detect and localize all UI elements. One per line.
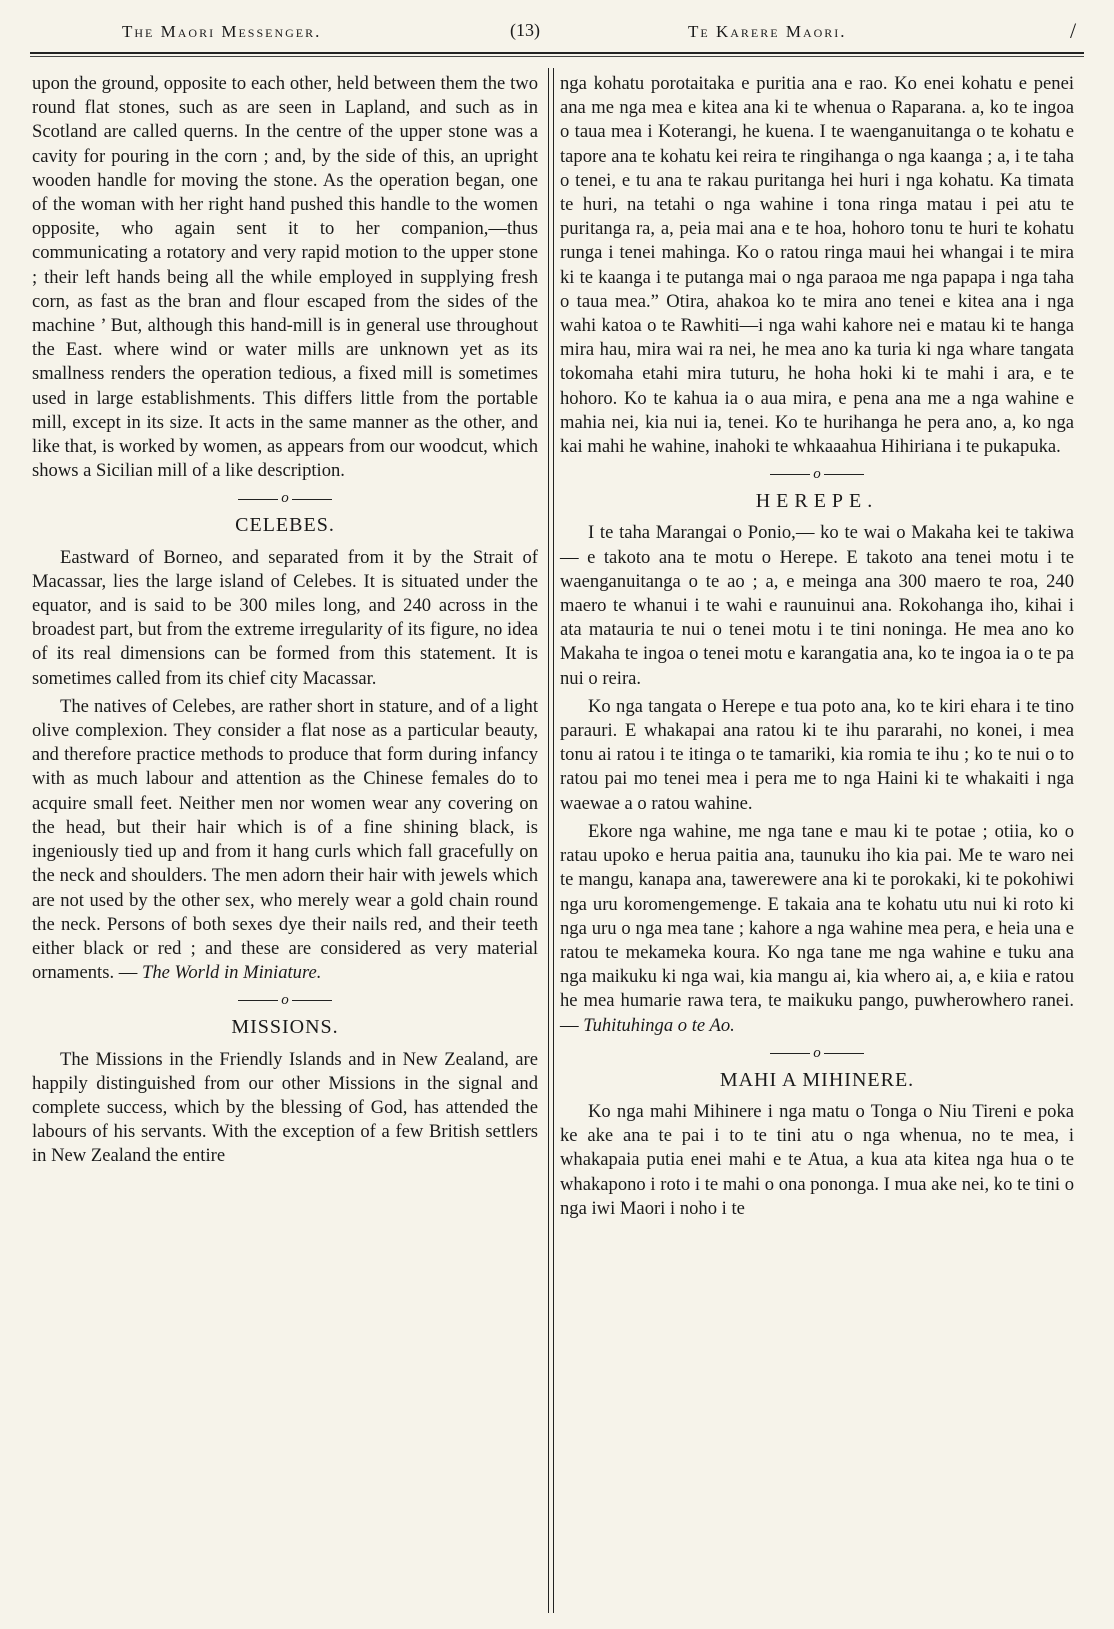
separator-mark: o (813, 1044, 821, 1061)
missions-paragraph: The Missions in the Friendly Islands and in New Zealand, are happily distinguished from our other Missions in the signal and complete success, which by the blessing of God, has attended the labours of his servants. With the exception of a few British settlers in New Zealand the entire (32, 1048, 538, 1167)
missions-heading: MISSIONS. (231, 1016, 339, 1039)
herepe-heading: HEREPE. (755, 490, 879, 513)
separator-rule (770, 1053, 810, 1054)
english-column (32, 72, 538, 1169)
celebes-paragraph: Eastward of Borneo, and separated from it by the Strait of Macassar, lies the large island of Celebes. It is situated under the equator, and is said to be 300 miles long, and 240 across in the broadest part, but from the extreme irregularity of its figure, no idea of its real dimensions can be formed from this statement. It is sometimes called from its chief city Macassar. (32, 546, 538, 689)
page-number: (13) (510, 20, 540, 40)
header-english-title: The Maori Messenger. (122, 22, 322, 41)
separator-mark: o (281, 490, 289, 507)
separator-rule (824, 474, 864, 475)
mahi-heading: MAHI A MIHINERE. (719, 1068, 915, 1091)
celebes-source: The World in Miniature. (142, 962, 322, 984)
mira-paragraph: nga kohatu porotaitaka e puritia ana e rao. Ko enei kohatu e penei ana me nga mea e kitea ana ki te whenua o Raparana. a, ko te ingoa o taua mea i Koterangi, he kuena. I te waenganuitanga o te kohatu e tapore ana te kohatu kei reira te ringihanga o nga kaanga ; a, i te taha o tenei, e tu ana te rakau puritanga hei huri i nga kohatu. Ka timata te huri, na tetahi o nga wahine i tona ringa matau i pei atu te puritanga ra, a, peia mai ana e te hoa, hohoro tonu te huri te kohatu runga i tenei mahinga. Ko o ratou ringa maui hei whangai i te mira ki te kaanga i te putanga mai o nga paraoa me nga papapa i nga taha o taua mea.” Otira, ahakoa ko te mira ano tenei e kitea ana i nga wahi katoa o te Rawhiti—i nga wahi kahore nei e matau ki te hanga mira hau, mira wai ra nei, he mea ano ka turia ki nga whare tangata tokomaha etahi mira tuturu, he hoha hoki ki te mahi i ara, e te hohoro. Ko te kahua ia o aua mira, e pena ana me a nga wahine e mahia nei, kia nui ia, tenei. Ko te hurihanga he pera ano, a, ko nga kai mahi he wahine, inahoki te whkaaahua Hihiriana i te pukapuka. (560, 73, 1074, 458)
separator-rule (238, 1000, 278, 1001)
corner-mark: / (1070, 18, 1079, 43)
page-header (30, 18, 1084, 48)
herepe-source: Tuhituhinga o te Ao. (583, 1014, 735, 1036)
celebes-natives-text: The natives of Celebes, are rather short in stature, and of a light olive complexion. They consider a flat nose as a particular beauty, and therefore practice methods to produce that form during infancy with as much labour and attention as the Chinese females do to acquire small feet. Neither men nor women wear any covering on the head, but their hair which is of a fine shining black, is ingeniously tied up and from it hang curls which fall gracefully on the neck and shoulders. The men adorn their hair with jewels which are not used by the other sex, who merely wear a gold chain round the neck. Persons of both sexes dye their nails red, and their teeth either black or red ; and these are considered as very material ornaments. — (32, 695, 538, 984)
separator-mark: o (281, 992, 289, 1009)
column-divider (548, 68, 549, 1613)
section-separator (32, 989, 538, 1011)
separator-rule (292, 1000, 332, 1001)
header-rule-thin (30, 56, 1084, 57)
herepe-hair-paragraph (560, 820, 1074, 1038)
section-separator (560, 1042, 1074, 1064)
celebes-natives-paragraph (32, 695, 538, 985)
herepe-hair-text: Ekore nga wahine, me nga tane e mau ki te potae ; otiia, ko o ratau upoko e herua paitia ana, taunuku iho kia pai. Me te waro nei te mangu, kanapa ana, tawerewere ana ki te porokaki, ki te pokohiwi nga uru koromengemenge. E takaia ana te kohatu utu nui ki roto ki nga uru o nga mea tane ; kahore a nga wahine mea pera, e heia una e ratou te mekameka koura. Ko nga tane me nga wahine e tuku ana nga maikuku ki nga wai, kia mangu ai, kia whero ai, a, e kiia e ratou he mea humarie rawa tera, te maikuku pango, puwherowhero ranei.— (560, 820, 1074, 1036)
separator-rule (238, 499, 278, 500)
mahi-paragraph: Ko nga mahi Mihinere i nga matu o Tonga o Niu Tireni e poka ke ake ana te pai i to te tini atu o nga whenua, no te mea, i whakapaia putia enei mahi e te Atua, a kua ata kitea nga hua o te whakapono i roto i te mahi o ona pononga. I mua ake nei, ko te tini o nga iwi Maori i noho i te (560, 1100, 1074, 1219)
section-separator (32, 487, 538, 509)
separator-rule (770, 474, 810, 475)
header-maori-title: Te Karere Maori. (688, 22, 847, 41)
celebes-heading: CELEBES. (235, 514, 335, 537)
herepe-paragraph: I te taha Marangai o Ponio,— ko te wai o Makaha kei te takiwa — e takoto ana te motu o Herepe. E takoto ana tenei motu i te waenganuitanga o te ao ; a, e meinga ana 300 maero te roa, 240 maero te whanui i te wahi e raunuinui ana. Rokohanga iho, kihai i ata matauria te nui o tenei motu i te tini noninga. He mea ano ko Makaha te ingoa o tenei motu e karangatia ana, ko te ingoa ia o te pa nui o reira. (560, 522, 1074, 689)
column-divider (553, 68, 554, 1613)
separator-rule (292, 499, 332, 500)
separator-rule (824, 1053, 864, 1054)
header-rule (30, 52, 1084, 54)
section-separator (560, 463, 1074, 485)
herepe-people-paragraph: Ko nga tangata o Herepe e tua poto ana, ko te kiri ehara i te tino parauri. E whakapai ana ratou ki te ihu pararahi, no konei, i mea tonu ai ratou i te itinga o te tamariki, kia romia te ihu ; ko te nui o to ratou pai mo tenei mea i pera me to nga Haini ki te whakaiti i nga waewae a o ratou wahine. (560, 695, 1074, 814)
maori-column (560, 72, 1074, 1221)
mill-paragraph: upon the ground, opposite to each other, held between them the two round flat stones, such as are seen in Lapland, and such as in Scotland are called querns. In the centre of the upper stone was a cavity for pouring in the corn ; and, by the side of this, an upright wooden handle for moving the stone. As the operation began, one of the woman with her right hand pushed this handle to the women opposite, who again sent it to her companion,—thus communicating a rotatory and very rapid motion to the upper stone ; their left hands being all the while employed in supplying fresh corn, as fast as the bran and flour escaped from the sides of the machine ’ But, although this hand-mill is in general use throughout the East. where wind or water mills are unknown yet as its smallness renders the operation tedious, a fixed mill is sometimes used in large establishments. This differs little from the portable mill, except in its size. It acts in the same manner as the other, and like that, is worked by women, as appears from our woodcut, which shows a Sicilian mill of a like description. (32, 73, 538, 482)
separator-mark: o (813, 466, 821, 483)
